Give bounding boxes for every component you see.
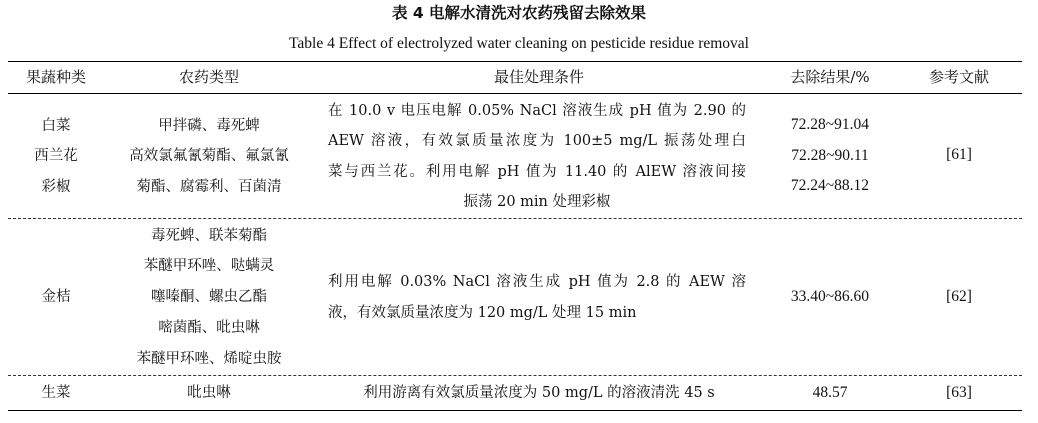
header-result: 去除结果/% <box>790 68 870 87</box>
reference-link[interactable]: [62] <box>946 288 972 306</box>
condition-line: 利用电解 0.03% NaCl 溶液生成 pH 值为 2.8 的 AEW 溶 <box>328 274 746 290</box>
header-rule <box>8 93 1022 94</box>
header-reference: 参考文献 <box>928 68 989 87</box>
pesticide-line: 吡虫啉 <box>187 385 231 402</box>
result-value: 72.28~91.04 <box>790 116 870 133</box>
condition-line: AEW 溶液，有效氯质量浓度为 100±5 mg/L 振荡处理白 <box>328 133 746 149</box>
condition-line: 菜与西兰花。利用电解 pH 值为 11.40 的 AlEW 溶液间接 <box>328 163 746 180</box>
produce-name: 彩椒 <box>41 178 71 195</box>
produce-cell <box>8 220 104 375</box>
reference-link[interactable]: [61] <box>946 146 972 163</box>
header-conditions: 最佳处理条件 <box>493 68 584 87</box>
produce-cell <box>8 95 104 218</box>
reference-cell <box>896 377 1022 410</box>
result-value: 48.57 <box>812 384 848 402</box>
pesticide-line: 嘧菌酯、吡虫啉 <box>158 319 260 336</box>
table-caption-cn: 表 4 电解水清洗对农药残留去除效果 <box>391 4 647 22</box>
pesticide-line: 高效氯氟氰菊酯、氟氯氰 <box>129 148 289 165</box>
pesticide-cell <box>104 95 314 218</box>
reference-cell <box>896 220 1022 375</box>
reference-cell <box>896 95 1022 218</box>
pesticide-line: 苯醚甲环唑、哒螨灵 <box>143 258 275 275</box>
condition-line: 液，有效氯质量浓度为 120 mg/L 处理 15 min <box>328 304 637 321</box>
result-value: 72.28~90.11 <box>791 146 869 164</box>
condition-line: 在 10.0 v 电压电解 0.05% NaCl 溶液生成 pH 值为 2.90 的 <box>328 102 746 119</box>
row-divider-1 <box>8 218 1022 219</box>
produce-cell <box>8 377 104 410</box>
result-value: 72.24~88.12 <box>790 177 870 194</box>
bottom-rule <box>8 410 1022 411</box>
result-cell <box>764 95 896 218</box>
result-value: 33.40~86.60 <box>790 288 870 306</box>
condition-cell <box>328 95 746 218</box>
produce-name: 金桔 <box>41 289 71 306</box>
pesticide-cell <box>104 220 314 375</box>
produce-name: 西兰花 <box>34 148 78 165</box>
row-divider-2 <box>8 375 1022 376</box>
condition-cell <box>328 220 746 375</box>
condition-line: 振荡 20 min 处理彩椒 <box>463 194 611 210</box>
pesticide-cell <box>104 377 314 410</box>
condition-line: 利用游离有效氯质量浓度为 50 mg/L 的溶液清洗 45 s <box>363 385 715 402</box>
pesticide-line: 菊酯、腐霉利、百菌清 <box>136 178 282 195</box>
result-cell <box>764 377 896 410</box>
condition-cell <box>314 377 764 410</box>
reference-link[interactable]: [63] <box>946 384 972 402</box>
pesticide-line: 毒死蜱、联苯菊酯 <box>151 227 267 244</box>
result-cell <box>764 220 896 375</box>
pesticide-line: 甲拌磷、毒死蜱 <box>158 117 260 134</box>
produce-name: 生菜 <box>41 385 71 402</box>
produce-name: 白菜 <box>41 117 71 134</box>
header-pesticide: 农药类型 <box>178 68 239 87</box>
pesticide-line: 苯醚甲环唑、烯啶虫胺 <box>136 350 282 367</box>
pesticide-line: 噻嗪酮、螺虫乙酯 <box>151 289 267 306</box>
header-produce: 果蔬种类 <box>25 68 86 87</box>
table-caption-en: Table 4 Effect of electrolyzed water cleaning on pesticide residue removal <box>289 35 749 52</box>
